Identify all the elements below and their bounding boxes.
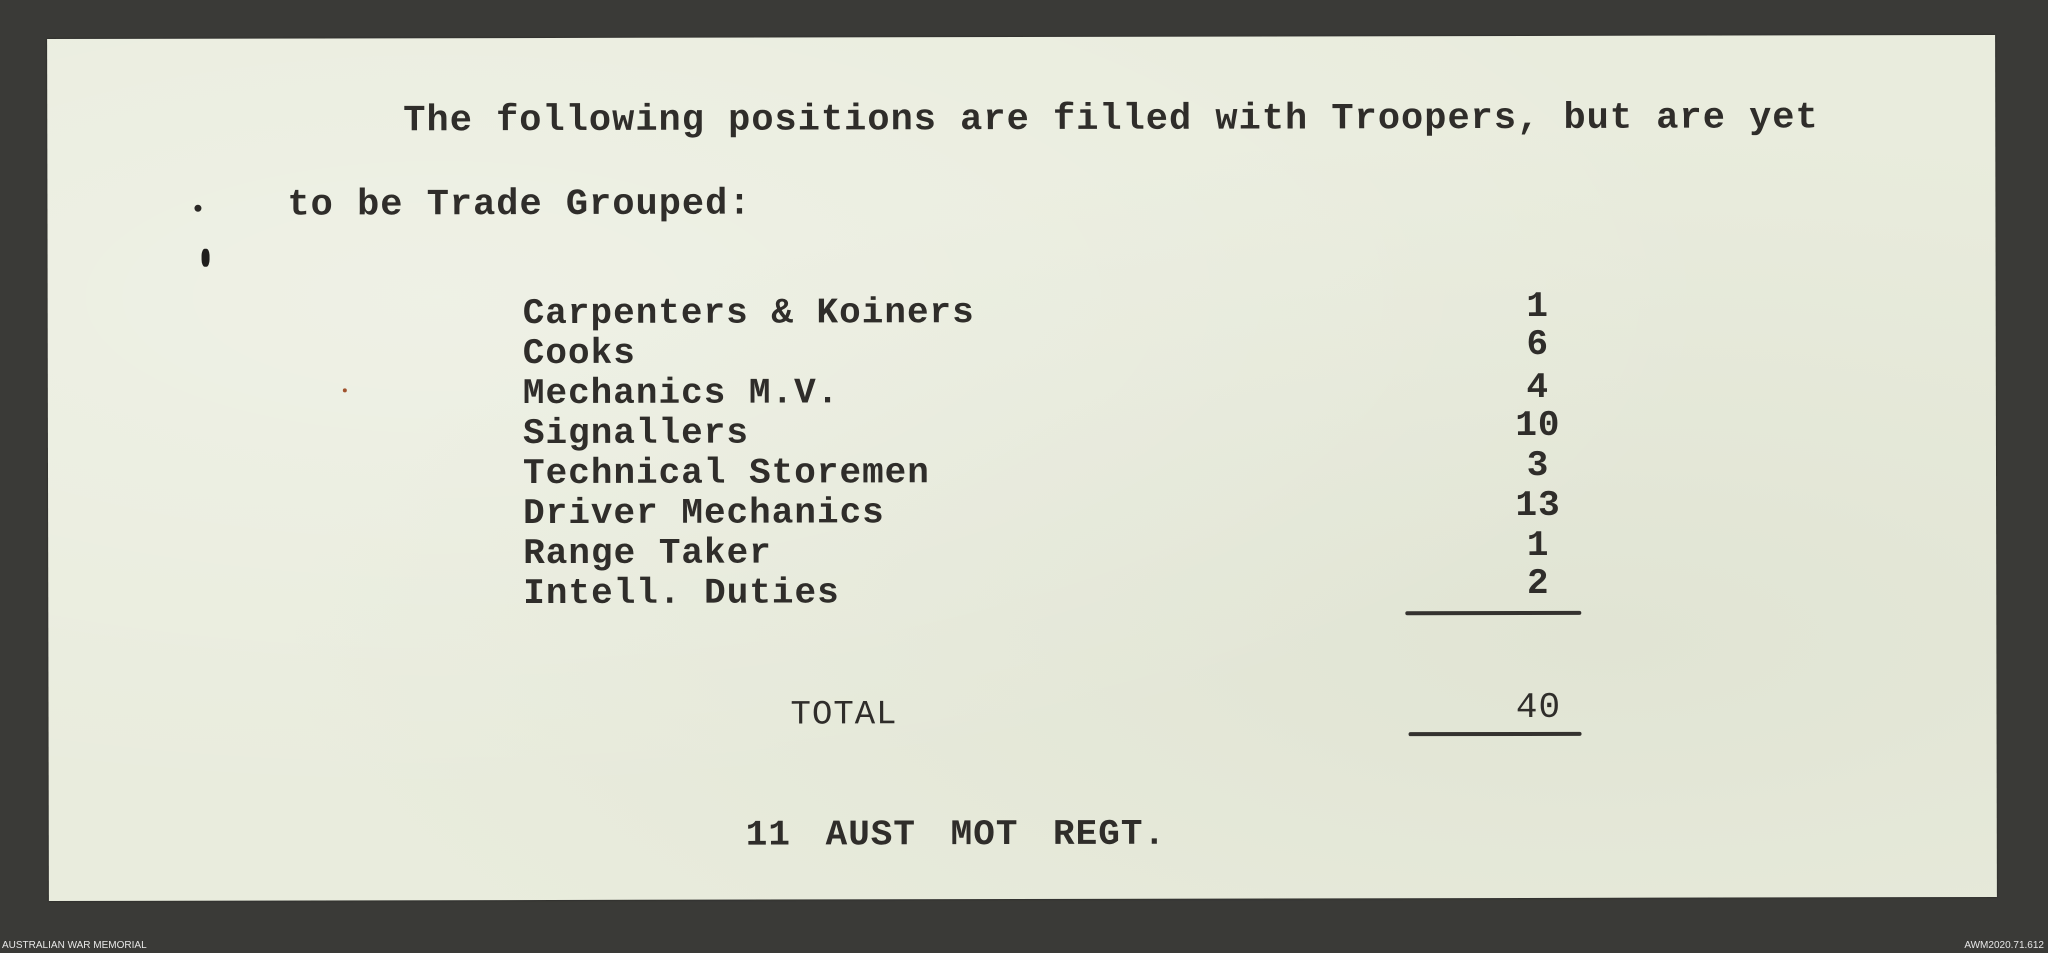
item-label: Carpenters & Koiners: [522, 292, 975, 335]
accession-number: AWM2020.71.612: [1964, 940, 2044, 951]
item-label: Technical Storemen: [522, 452, 930, 495]
paper-mark: [202, 249, 210, 267]
item-label: Signallers: [522, 412, 750, 455]
item-count: 3: [1526, 444, 1550, 486]
subtotal-rule: [1405, 611, 1581, 615]
unit-designation: 11 AUST MOT REGT.: [745, 813, 1167, 856]
item-label: Driver Mechanics: [523, 492, 885, 535]
institution-caption: AUSTRALIAN WAR MEMORIAL: [2, 940, 147, 951]
item-label: Intell. Duties: [523, 572, 840, 615]
item-count: 6: [1526, 323, 1550, 365]
item-count: 2: [1526, 562, 1550, 604]
intro-line-2: to be Trade Grouped:: [287, 183, 752, 227]
paper-mark: [194, 205, 201, 212]
item-label: Mechanics M.V.: [522, 372, 840, 415]
paper-mark: [343, 388, 347, 392]
item-count: 13: [1515, 484, 1561, 526]
intro-line-1: The following positions are filled with Troopers, but are yet: [403, 97, 1819, 143]
item-count: 1: [1526, 285, 1550, 327]
item-label: Range Taker: [523, 532, 772, 575]
item-label: Cooks: [522, 332, 636, 375]
item-count: 4: [1526, 366, 1550, 408]
total-rule: [1409, 732, 1582, 736]
total-label: TOTAL: [790, 696, 898, 735]
total-value: 40: [1515, 686, 1562, 728]
item-count: 1: [1526, 524, 1550, 566]
item-count: 10: [1515, 404, 1561, 446]
paper-sheet: [47, 35, 1997, 901]
